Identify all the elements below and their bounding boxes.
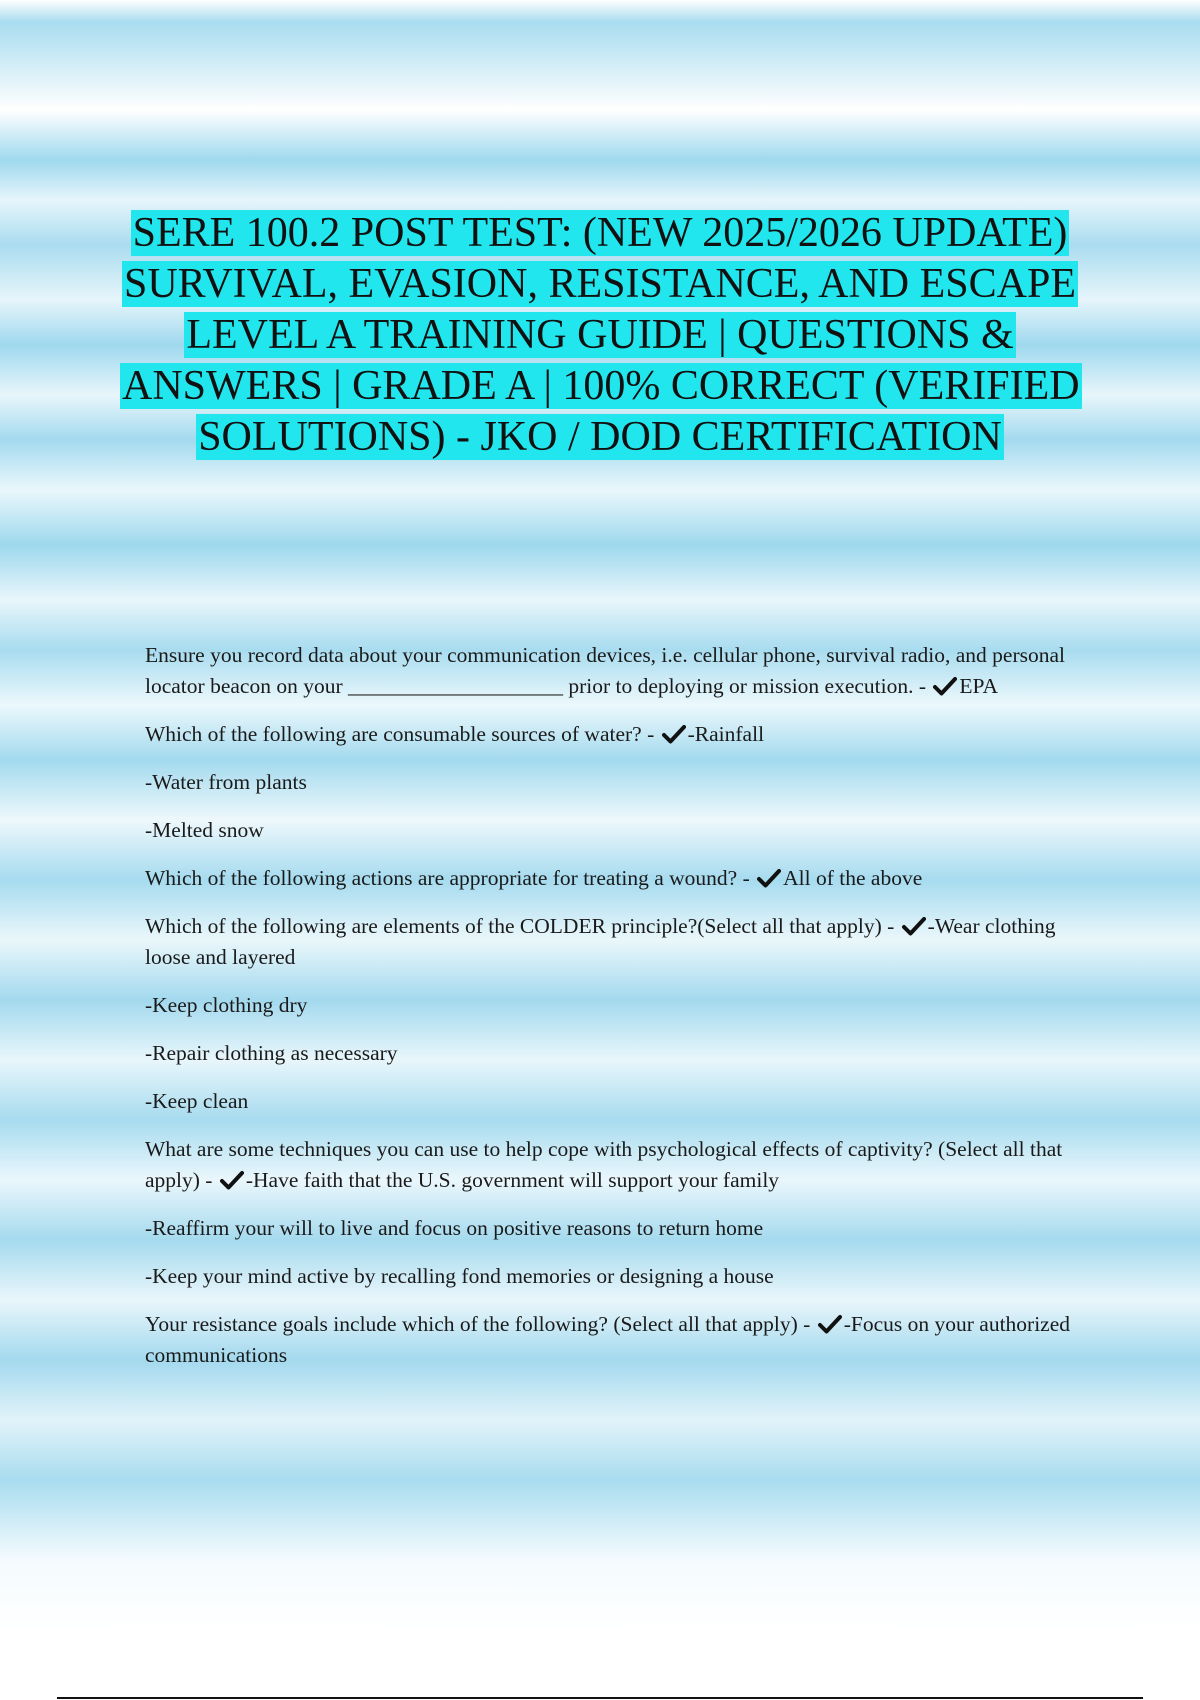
answer-option: -Water from plants: [145, 770, 307, 794]
answer-text: -Rainfall: [687, 722, 765, 746]
answer-option: -Keep clothing dry: [145, 993, 308, 1017]
answer-option: -Repair clothing as necessary: [145, 1041, 398, 1065]
qa-question-6: [145, 1309, 1080, 1371]
answer-option: -Melted snow: [145, 818, 264, 842]
question-text: Your resistance goals include which of the following? (Select all that apply) -: [145, 1312, 816, 1336]
answer-text: All of the above: [783, 866, 923, 890]
checkmark-icon: [662, 723, 686, 745]
question-text: Which of the following actions are appropriate for treating a wound? -: [145, 866, 756, 890]
page-bottom-rule: [57, 1697, 1143, 1699]
qa-question-1: [145, 640, 1080, 702]
qa-content: [145, 640, 1080, 1388]
question-text: Ensure you record data about your communication devices, i.e. cellular phone, survival radio, and personal locator beacon on your ____________________ prior to deploying or mission execution. -: [145, 643, 1066, 698]
qa-question-3: [145, 863, 1080, 894]
checkmark-icon: [220, 1169, 244, 1191]
question-text: Which of the following are elements of the COLDER principle?(Select all that apply) -: [145, 914, 900, 938]
answer-text: EPA: [959, 674, 999, 698]
question-text: What are some techniques you can use to help cope with psychological effects of captivity? (Select all that apply) -: [145, 1137, 1063, 1192]
checkmark-icon: [902, 915, 926, 937]
qa-question-4: [145, 911, 1080, 973]
document-title: SERE 100.2 POST TEST: (NEW 2025/2026 UPDATE) SURVIVAL, EVASION, RESISTANCE, AND ESCAPE LEVEL A TRAINING GUIDE | QUESTIONS & ANSWERS | GRADE A | 100% CORRECT (VERIFIED SOLUTIONS) - JKO / DOD CERTIFICATION: [122, 210, 1080, 460]
checkmark-icon: [757, 867, 781, 889]
checkmark-icon: [933, 675, 957, 697]
answer-text: -Have faith that the U.S. government will support your family: [245, 1168, 780, 1192]
qa-question-2: [145, 719, 1080, 750]
answer-text: -Wear clothing loose and layered: [145, 914, 1056, 969]
answer-option: -Keep clean: [145, 1089, 249, 1113]
answer-text: -Focus on your authorized communications: [145, 1312, 1071, 1367]
checkmark-icon: [818, 1313, 842, 1335]
question-text: Which of the following are consumable sources of water? -: [145, 722, 660, 746]
answer-option: -Reaffirm your will to live and focus on positive reasons to return home: [145, 1216, 764, 1240]
answer-option: -Keep your mind active by recalling fond memories or designing a house: [145, 1264, 774, 1288]
qa-question-5: [145, 1134, 1080, 1196]
document-title-block: [120, 208, 1080, 463]
